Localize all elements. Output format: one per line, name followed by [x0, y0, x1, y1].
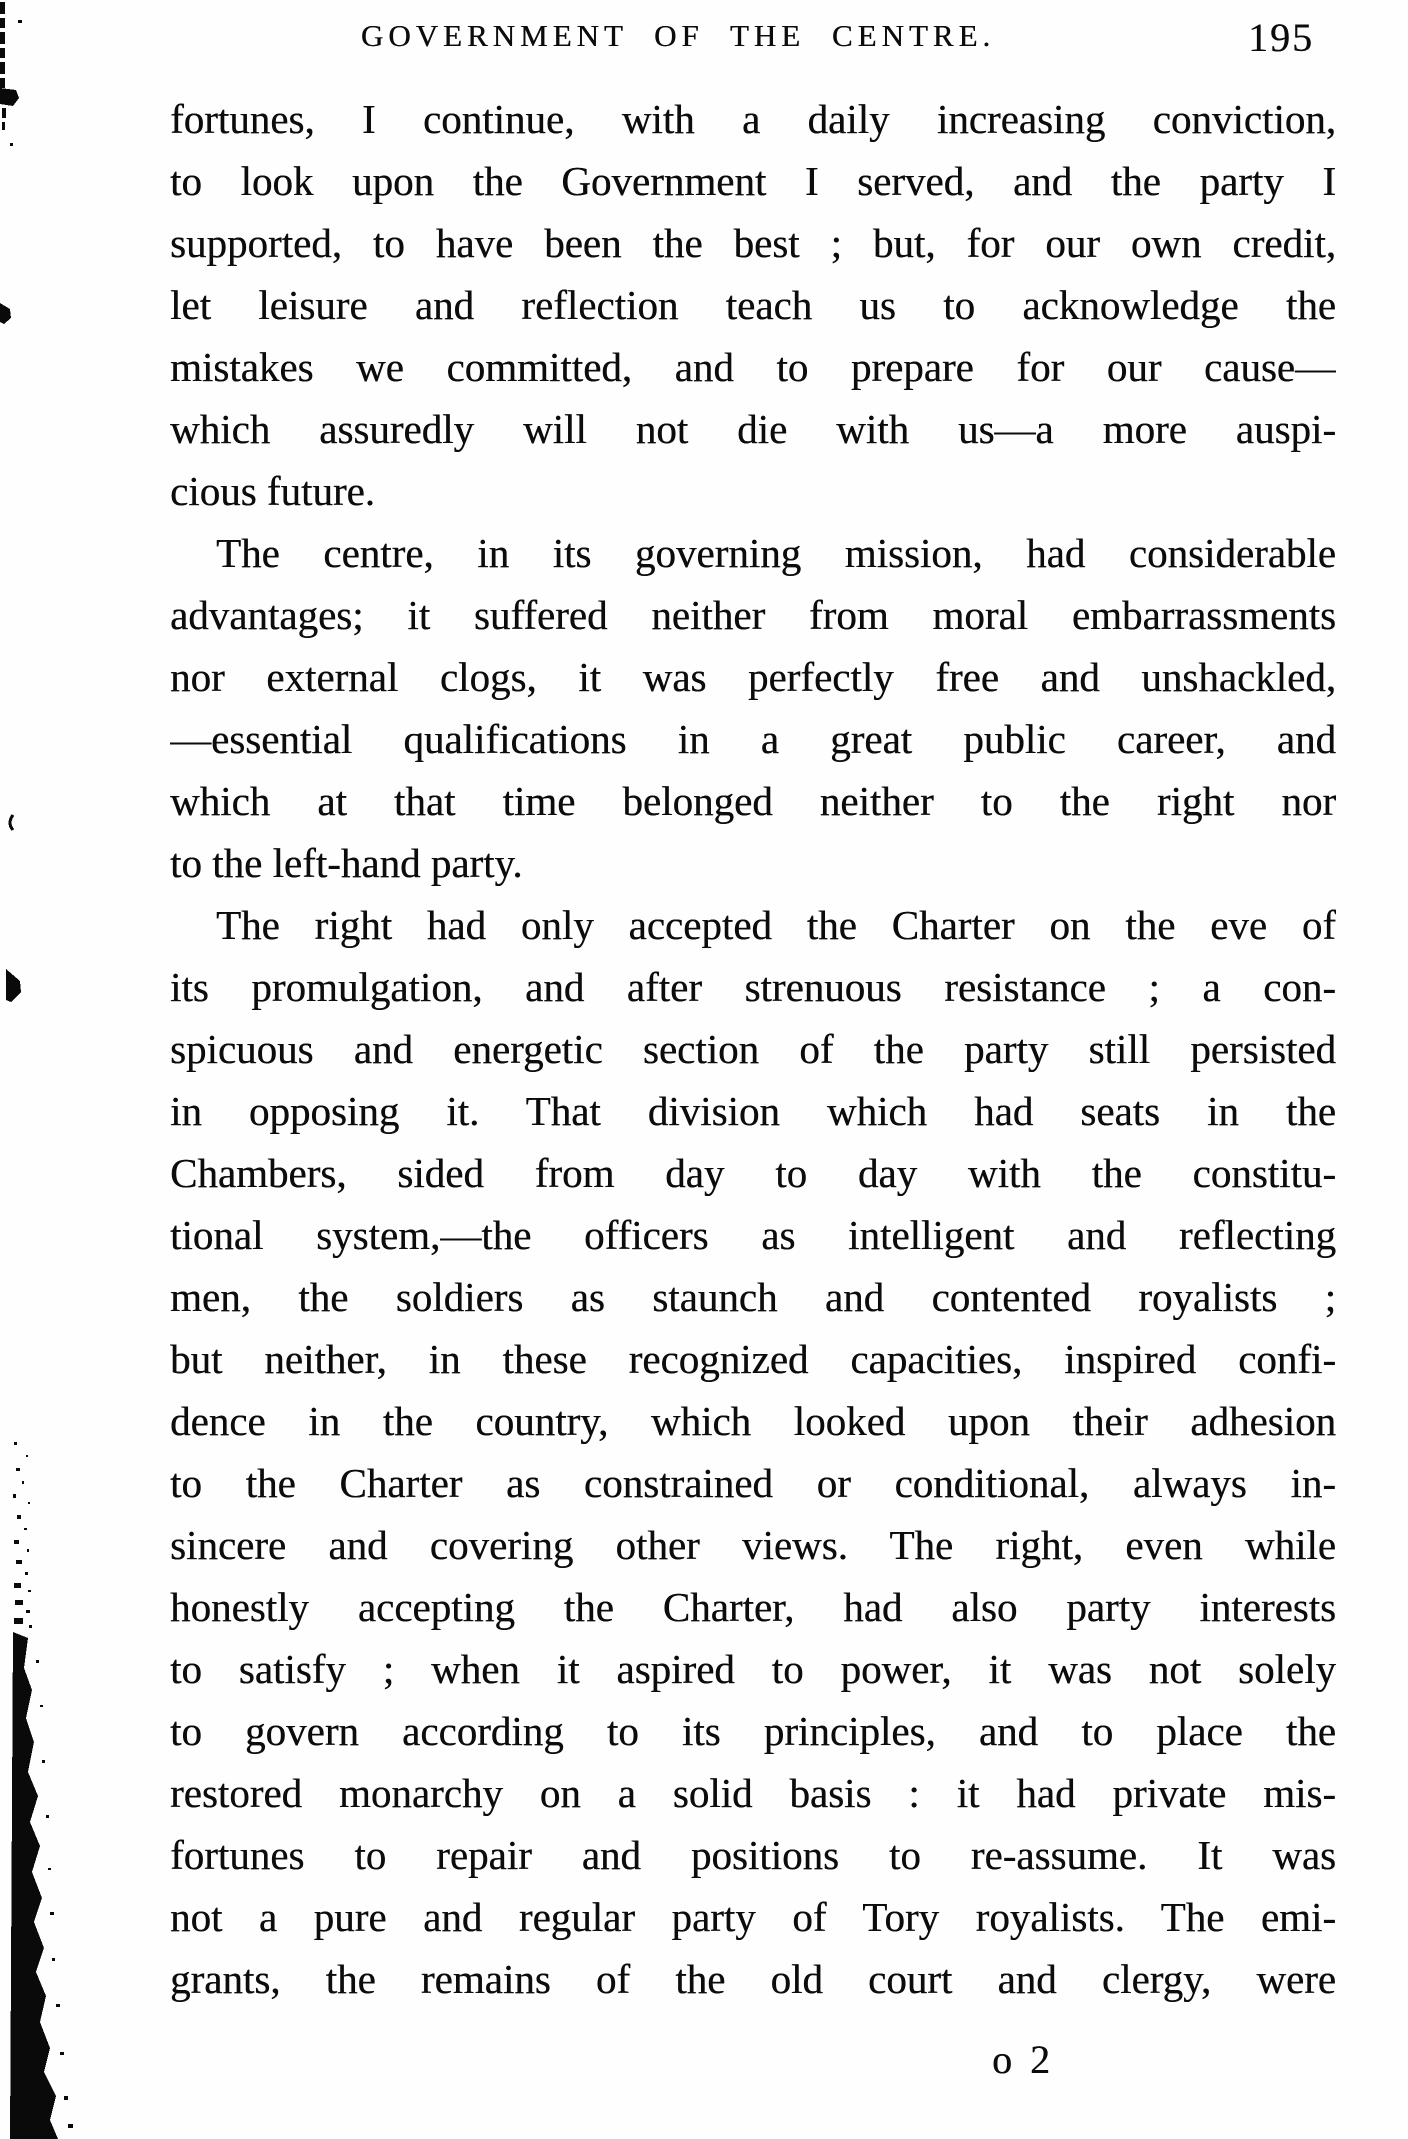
text-line: —essential qualifications in a great public career, and: [170, 716, 1336, 762]
text-line: to satisfy ; when it aspired to power, it was not solely: [170, 1646, 1336, 1692]
text-line: The right had only accepted the Charter on the eve of: [216, 902, 1336, 948]
text-line: to the Charter as constrained or conditional, always in-: [170, 1460, 1336, 1506]
text-line: in opposing it. That division which had seats in the: [170, 1088, 1336, 1134]
text-line: supported, to have been the best ; but, for our own credit,: [170, 220, 1336, 266]
text-line: grants, the remains of the old court and clergy, were: [170, 1956, 1336, 2002]
text-line: dence in the country, which looked upon their adhesion: [170, 1398, 1336, 1444]
text-line: fortunes, I continue, with a daily increasing conviction,: [170, 96, 1336, 142]
running-header: [170, 15, 1336, 62]
signature-mark: o 2: [992, 2037, 1054, 2082]
running-header-title: GOVERNMENT OF THE CENTRE.: [360, 18, 996, 53]
text-line: spicuous and energetic section of the party still persisted: [170, 1026, 1336, 1072]
text-line: sincere and covering other views. The right, even while: [170, 1522, 1336, 1568]
text-line: honestly accepting the Charter, had also party interests: [170, 1584, 1336, 1630]
text-line: which assuredly will not die with us—a more auspi-: [170, 406, 1336, 452]
text-line: nor external clogs, it was perfectly free and unshackled,: [170, 654, 1336, 700]
text-line: to look upon the Government I served, and the party I: [170, 158, 1336, 204]
text-line: which at that time belonged neither to the right nor: [170, 778, 1336, 824]
text-line: advantages; it suffered neither from moral embarrassments: [170, 592, 1336, 638]
text-line: its promulgation, and after strenuous resistance ; a con-: [170, 964, 1336, 1010]
body-text: [170, 88, 1336, 2010]
text-line: restored monarchy on a solid basis : it had private mis-: [170, 1770, 1336, 1816]
text-line: cious future.: [170, 468, 375, 514]
text-line: men, the soldiers as staunch and contented royalists ;: [170, 1274, 1336, 1320]
text-line: tional system,—the officers as intelligent and reflecting: [170, 1212, 1336, 1258]
text-line: not a pure and regular party of Tory royalists. The emi-: [170, 1894, 1336, 1940]
text-line: mistakes we committed, and to prepare for our cause—: [170, 344, 1336, 390]
text-line: Chambers, sided from day to day with the constitu-: [170, 1150, 1336, 1196]
text-line: but neither, in these recognized capacities, inspired confi-: [170, 1336, 1336, 1382]
text-line: fortunes to repair and positions to re-assume. It was: [170, 1832, 1336, 1878]
page-number: 195: [1248, 15, 1314, 60]
text-line: to the left-hand party.: [170, 840, 523, 886]
text-line: The centre, in its governing mission, had considerable: [216, 530, 1336, 576]
text-line: to govern according to its principles, and to place the: [170, 1708, 1336, 1754]
scan-gutter-artifact: [0, 0, 140, 2139]
text-line: let leisure and reflection teach us to acknowledge the: [170, 282, 1336, 328]
